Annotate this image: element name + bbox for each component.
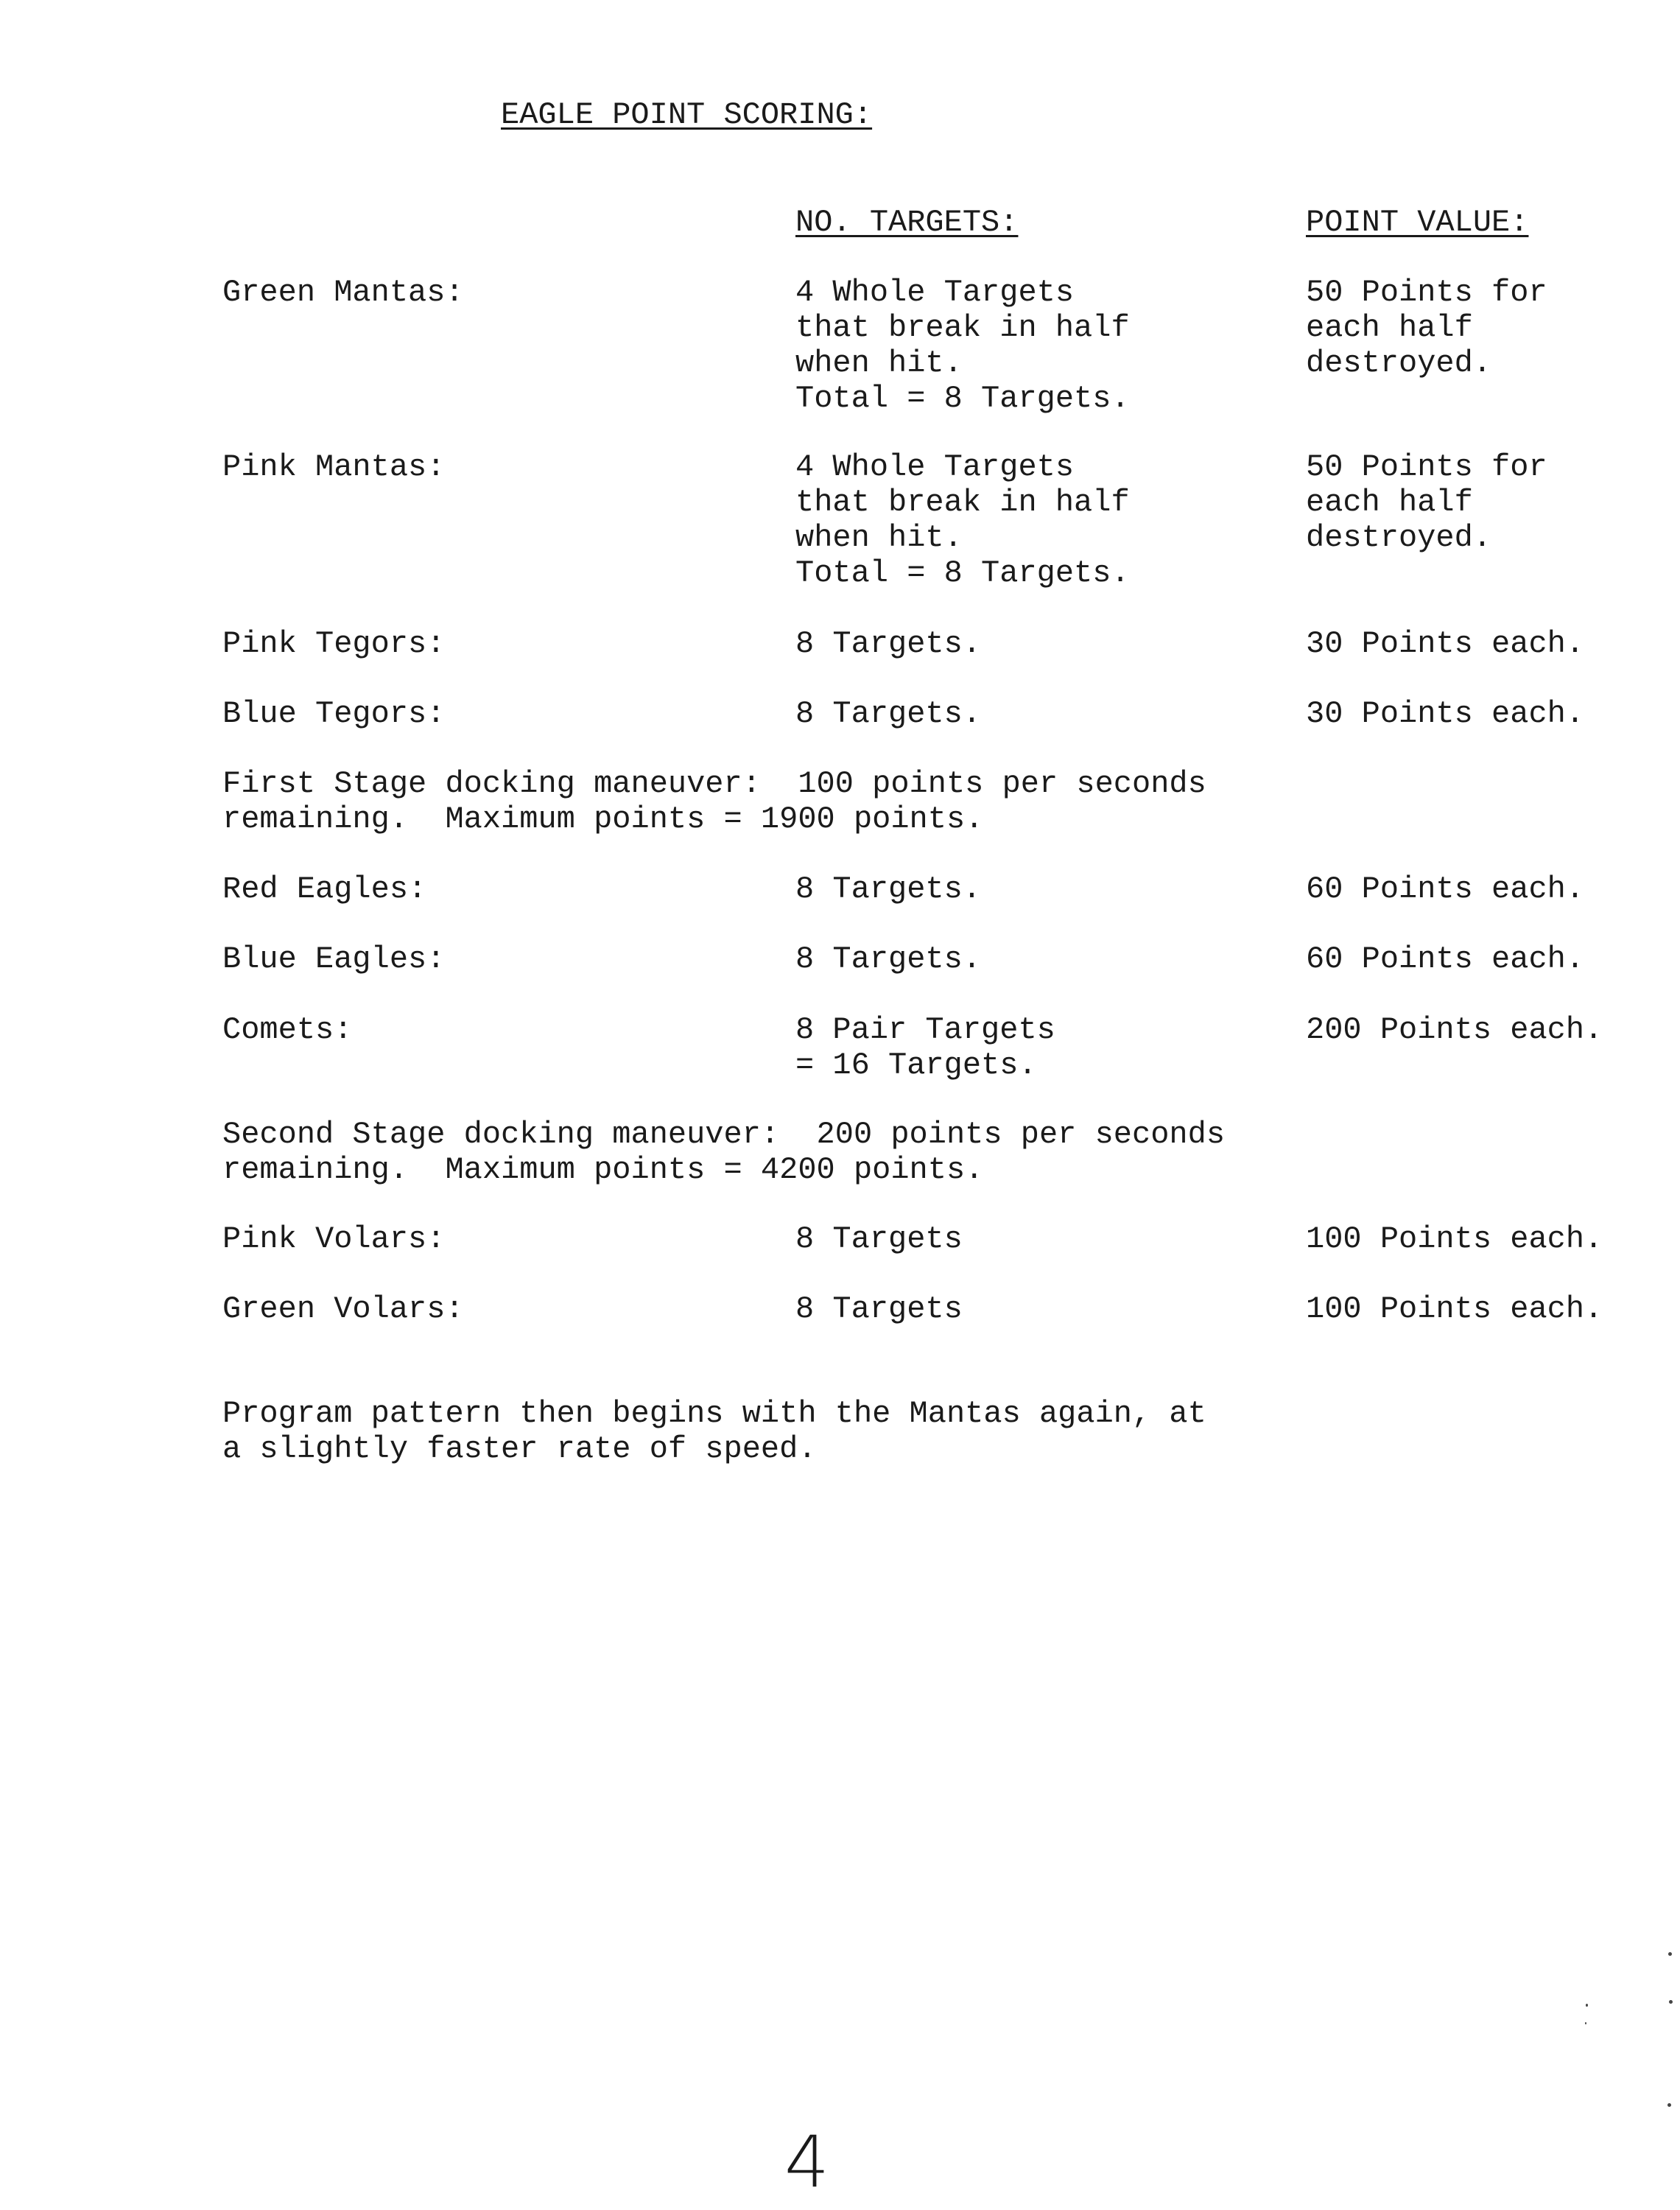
point-value: 60 Points each. [1306, 871, 1585, 907]
scan-speck [1585, 2022, 1586, 2024]
target-count: 8 Targets. [795, 626, 982, 662]
point-value: 50 Points for each half destroyed. [1306, 275, 1547, 381]
target-name: Green Volars: [222, 1291, 464, 1327]
header-point-value: POINT VALUE: [1306, 205, 1529, 240]
target-name: Blue Eagles: [222, 941, 446, 977]
target-count: 8 Pair Targets = 16 Targets. [795, 1012, 1055, 1083]
scan-speck [1669, 2000, 1673, 2004]
point-value: 30 Points each. [1306, 696, 1585, 732]
scan-speck [1668, 1952, 1672, 1956]
scan-speck [1667, 2103, 1671, 2107]
target-count: 8 Targets. [795, 871, 982, 907]
target-count: 4 Whole Targets that break in half when hit. Total = 8 Targets. [795, 449, 1130, 591]
target-name: Pink Volars: [222, 1221, 446, 1257]
closing-note: Program pattern then begins with the Mantas again, at a slightly faster rate of speed. [222, 1396, 1206, 1467]
target-count: 8 Targets. [795, 696, 982, 732]
target-name: Comets: [222, 1012, 353, 1048]
target-count: 8 Targets [795, 1221, 963, 1257]
point-value: 50 Points for each half destroyed. [1306, 449, 1547, 555]
page-number: 4 [784, 2121, 830, 2203]
target-name: Blue Tegors: [222, 696, 446, 732]
second-stage-docking-text: Second Stage docking maneuver: 200 points per seconds remaining. Maximum points = 4200 points. [222, 1117, 1226, 1188]
header-no-targets: NO. TARGETS: [795, 205, 1019, 240]
target-count: 4 Whole Targets that break in half when hit. Total = 8 Targets. [795, 275, 1130, 416]
target-name: Red Eagles: [222, 871, 427, 907]
target-count: 8 Targets. [795, 941, 982, 977]
target-name: Pink Tegors: [222, 626, 446, 662]
point-value: 200 Points each. [1306, 1012, 1603, 1048]
target-name: Pink Mantas: [222, 449, 446, 485]
point-value: 30 Points each. [1306, 626, 1585, 662]
point-value: 100 Points each. [1306, 1221, 1603, 1257]
point-value: 100 Points each. [1306, 1291, 1603, 1327]
target-count: 8 Targets [795, 1291, 963, 1327]
point-value: 60 Points each. [1306, 941, 1585, 977]
target-name: Green Mantas: [222, 275, 464, 310]
scan-speck [1586, 2004, 1588, 2007]
page-title: EAGLE POINT SCORING: [501, 97, 873, 133]
first-stage-docking-text: First Stage docking maneuver: 100 points per seconds remaining. Maximum points = 1900 points. [222, 766, 1206, 837]
